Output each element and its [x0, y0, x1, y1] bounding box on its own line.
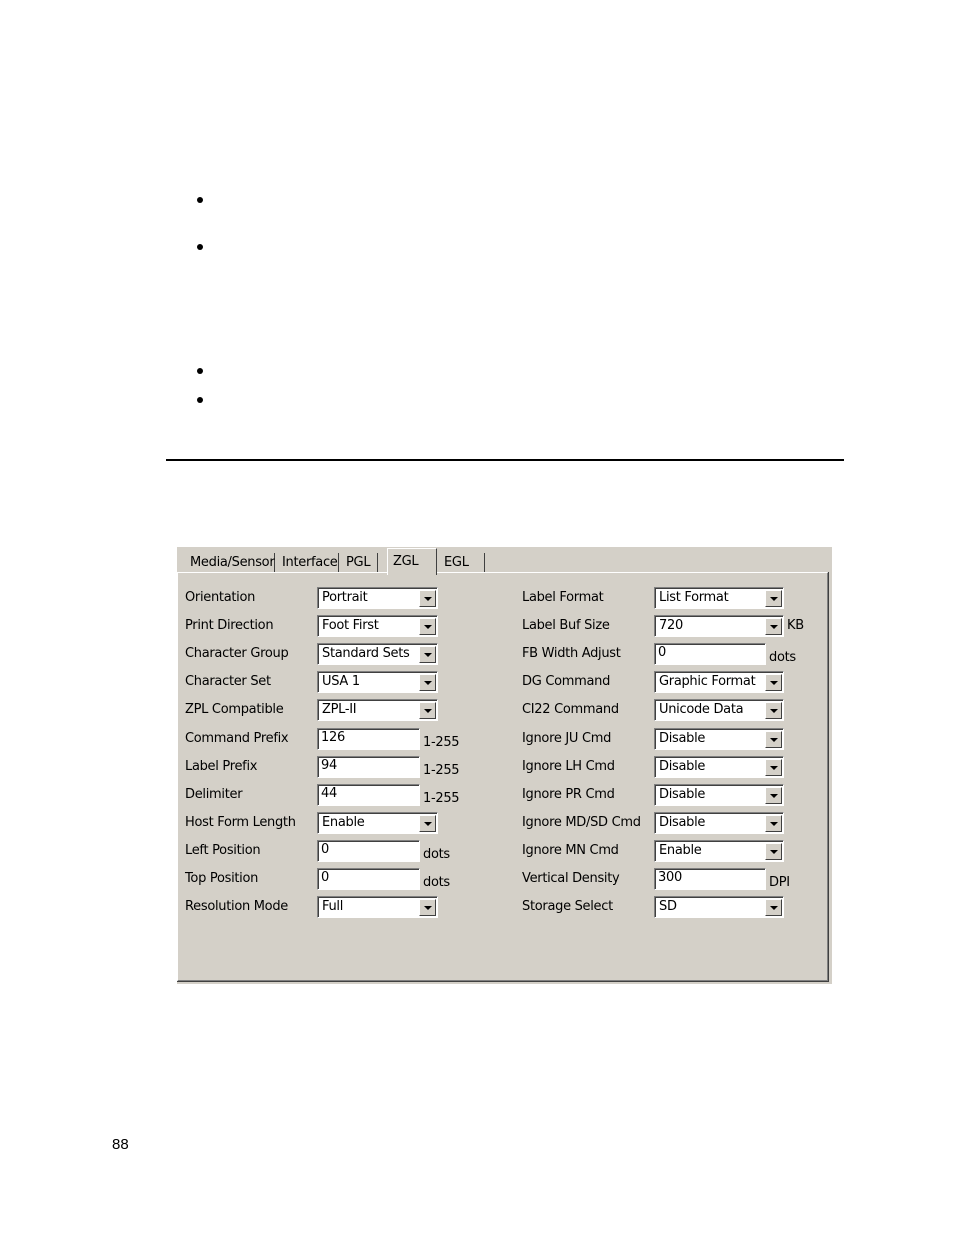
setting-label: Ignore MD/SD Cmd	[522, 814, 641, 830]
setting-row-orientation	[185, 587, 485, 609]
control-value: Enable	[322, 814, 365, 830]
control-value: Disable	[659, 730, 706, 746]
setting-row-command-prefix	[185, 728, 485, 750]
page-number: 88	[112, 1136, 129, 1153]
vertical-density-input[interactable]	[654, 868, 766, 890]
control-value: 0	[321, 870, 329, 885]
control-value: 720	[659, 618, 683, 634]
chevron-down-icon[interactable]	[765, 899, 782, 916]
setting-row-storage-select	[522, 896, 822, 918]
setting-label: Left Position	[185, 842, 261, 858]
setting-label: Ignore JU Cmd	[522, 730, 612, 746]
setting-label: Label Buf Size	[522, 618, 610, 634]
unit-label: 1-255	[423, 762, 460, 778]
setting-label: Storage Select	[522, 899, 613, 915]
unit-label: dots	[423, 846, 450, 862]
control-value: Portrait	[322, 590, 368, 605]
control-value: Foot First	[322, 618, 379, 634]
label-prefix-input[interactable]	[317, 756, 420, 778]
control-value: 0	[321, 841, 329, 857]
control-value: 44	[321, 785, 337, 801]
horizontal-rule	[166, 459, 844, 461]
chevron-down-icon[interactable]	[419, 815, 436, 832]
setting-row-label-prefix	[185, 756, 485, 778]
chevron-down-icon[interactable]	[765, 618, 782, 635]
chevron-down-icon[interactable]	[765, 815, 782, 832]
control-value: Full	[322, 899, 344, 915]
setting-row-character-set	[185, 671, 485, 693]
setting-row-label-format	[522, 587, 822, 609]
bullet-marker	[197, 368, 203, 374]
setting-label: Orientation	[185, 590, 256, 605]
setting-row-character-group	[185, 643, 485, 665]
unit-label: dots	[423, 875, 450, 890]
ignore-pr-cmd-dropdown[interactable]	[654, 784, 784, 806]
print-direction-dropdown[interactable]	[317, 615, 438, 637]
setting-label: Ignore PR Cmd	[522, 786, 615, 802]
setting-row-dg-command	[522, 671, 822, 693]
setting-row-top-position	[185, 868, 485, 890]
setting-row-fb-width-adjust	[522, 643, 822, 665]
character-group-dropdown[interactable]	[317, 643, 438, 665]
tab-interface[interactable]	[277, 553, 339, 572]
tab-strip	[177, 547, 832, 574]
control-value: 0	[658, 645, 666, 661]
label-format-dropdown[interactable]	[654, 587, 784, 609]
setting-label: Top Position	[185, 871, 259, 886]
chevron-down-icon[interactable]	[765, 731, 782, 748]
bullet-marker	[197, 197, 203, 203]
control-value: Disable	[659, 814, 706, 830]
setting-label: ZPL Compatible	[185, 702, 284, 718]
setting-row-ignore-md-sd-cmd	[522, 812, 822, 834]
control-value: Disable	[659, 758, 706, 774]
setting-label: CI22 Command	[522, 702, 619, 718]
chevron-down-icon[interactable]	[419, 618, 436, 635]
character-set-dropdown[interactable]	[317, 671, 438, 693]
chevron-down-icon[interactable]	[765, 787, 782, 804]
unit-label: 1-255	[423, 790, 460, 806]
unit-label: DPI	[769, 875, 790, 890]
ignore-ju-cmd-dropdown[interactable]	[654, 728, 784, 750]
setting-row-print-direction	[185, 615, 485, 637]
setting-label: Host Form Length	[185, 814, 296, 830]
chevron-down-icon[interactable]	[765, 759, 782, 776]
zgl-panel	[177, 572, 829, 982]
setting-row-left-position	[185, 840, 485, 862]
setting-label: Command Prefix	[185, 730, 289, 746]
setting-label: Label Format	[522, 590, 604, 605]
setting-row-ignore-pr-cmd	[522, 784, 822, 806]
tab-label: Interface	[282, 555, 338, 570]
unit-label: KB	[787, 618, 804, 634]
control-value: 300	[658, 870, 682, 885]
unit-label: 1-255	[423, 734, 460, 750]
setting-row-label-buf-size	[522, 615, 822, 637]
chevron-down-icon[interactable]	[419, 590, 436, 607]
control-value: 126	[321, 729, 345, 745]
ignore-mn-cmd-dropdown[interactable]	[654, 840, 784, 862]
ci22-command-dropdown[interactable]	[654, 699, 784, 721]
setting-label: FB Width Adjust	[522, 646, 621, 662]
zpl-compatible-dropdown[interactable]	[317, 699, 438, 721]
label-buf-size-dropdown[interactable]	[654, 615, 784, 637]
setting-row-ignore-mn-cmd	[522, 840, 822, 862]
setting-row-ignore-lh-cmd	[522, 756, 822, 778]
tab-pgl[interactable]	[341, 553, 378, 572]
resolution-mode-dropdown[interactable]	[317, 896, 438, 918]
top-position-input[interactable]	[317, 868, 420, 890]
bullet-marker	[197, 244, 203, 250]
storage-select-dropdown[interactable]	[654, 896, 784, 918]
setting-label: Ignore LH Cmd	[522, 758, 615, 774]
control-value: Disable	[659, 786, 706, 802]
control-value: Standard Sets	[322, 646, 410, 662]
setting-row-delimiter	[185, 784, 485, 806]
chevron-down-icon[interactable]	[419, 702, 436, 719]
setting-label: Character Group	[185, 646, 289, 662]
tab-egl[interactable]	[439, 553, 485, 572]
dg-command-dropdown[interactable]	[654, 671, 784, 693]
setting-row-host-form-length	[185, 812, 485, 834]
control-value: Enable	[659, 842, 702, 858]
chevron-down-icon[interactable]	[765, 674, 782, 691]
control-value: USA 1	[322, 674, 360, 690]
chevron-down-icon[interactable]	[765, 590, 782, 607]
control-value: Graphic Format	[659, 674, 756, 690]
left-position-input[interactable]	[317, 840, 420, 862]
ignore-md-sd-cmd-dropdown[interactable]	[654, 812, 784, 834]
fb-width-adjust-input[interactable]	[654, 643, 766, 665]
orientation-dropdown[interactable]	[317, 587, 438, 609]
tab-label: PGL	[346, 555, 371, 570]
setting-label: Ignore MN Cmd	[522, 842, 619, 858]
setting-label: DG Command	[522, 674, 611, 690]
setting-label: Print Direction	[185, 618, 274, 634]
delimiter-input[interactable]	[317, 784, 420, 806]
setting-row-ignore-ju-cmd	[522, 728, 822, 750]
control-value: SD	[659, 899, 677, 915]
chevron-down-icon[interactable]	[765, 702, 782, 719]
control-value: ZPL-II	[322, 702, 357, 718]
setting-row-zpl-compatible	[185, 699, 485, 721]
setting-row-resolution-mode	[185, 896, 485, 918]
tab-label: EGL	[444, 555, 469, 570]
setting-label: Character Set	[185, 674, 271, 690]
chevron-down-icon[interactable]	[419, 899, 436, 916]
tab-zgl[interactable]	[387, 548, 437, 575]
setting-label: Resolution Mode	[185, 899, 288, 915]
zgl-settings-dialog	[177, 547, 832, 984]
tab-label: ZGL	[393, 554, 419, 569]
host-form-length-dropdown[interactable]	[317, 812, 438, 834]
setting-row-ci22-command	[522, 699, 822, 721]
tab-media-sensor[interactable]	[185, 553, 275, 572]
setting-row-vertical-density	[522, 868, 822, 890]
unit-label: dots	[769, 650, 796, 666]
setting-label: Vertical Density	[522, 871, 620, 886]
control-value: List Format	[659, 590, 729, 605]
control-value: 94	[321, 757, 337, 773]
ignore-lh-cmd-dropdown[interactable]	[654, 756, 784, 778]
tab-label: Media/Sensor	[190, 555, 275, 570]
chevron-down-icon[interactable]	[419, 674, 436, 691]
setting-label: Delimiter	[185, 786, 243, 802]
chevron-down-icon[interactable]	[419, 646, 436, 663]
setting-label: Label Prefix	[185, 758, 258, 774]
chevron-down-icon[interactable]	[765, 843, 782, 860]
command-prefix-input[interactable]	[317, 728, 420, 750]
bullet-marker	[197, 397, 203, 403]
control-value: Unicode Data	[659, 702, 744, 718]
